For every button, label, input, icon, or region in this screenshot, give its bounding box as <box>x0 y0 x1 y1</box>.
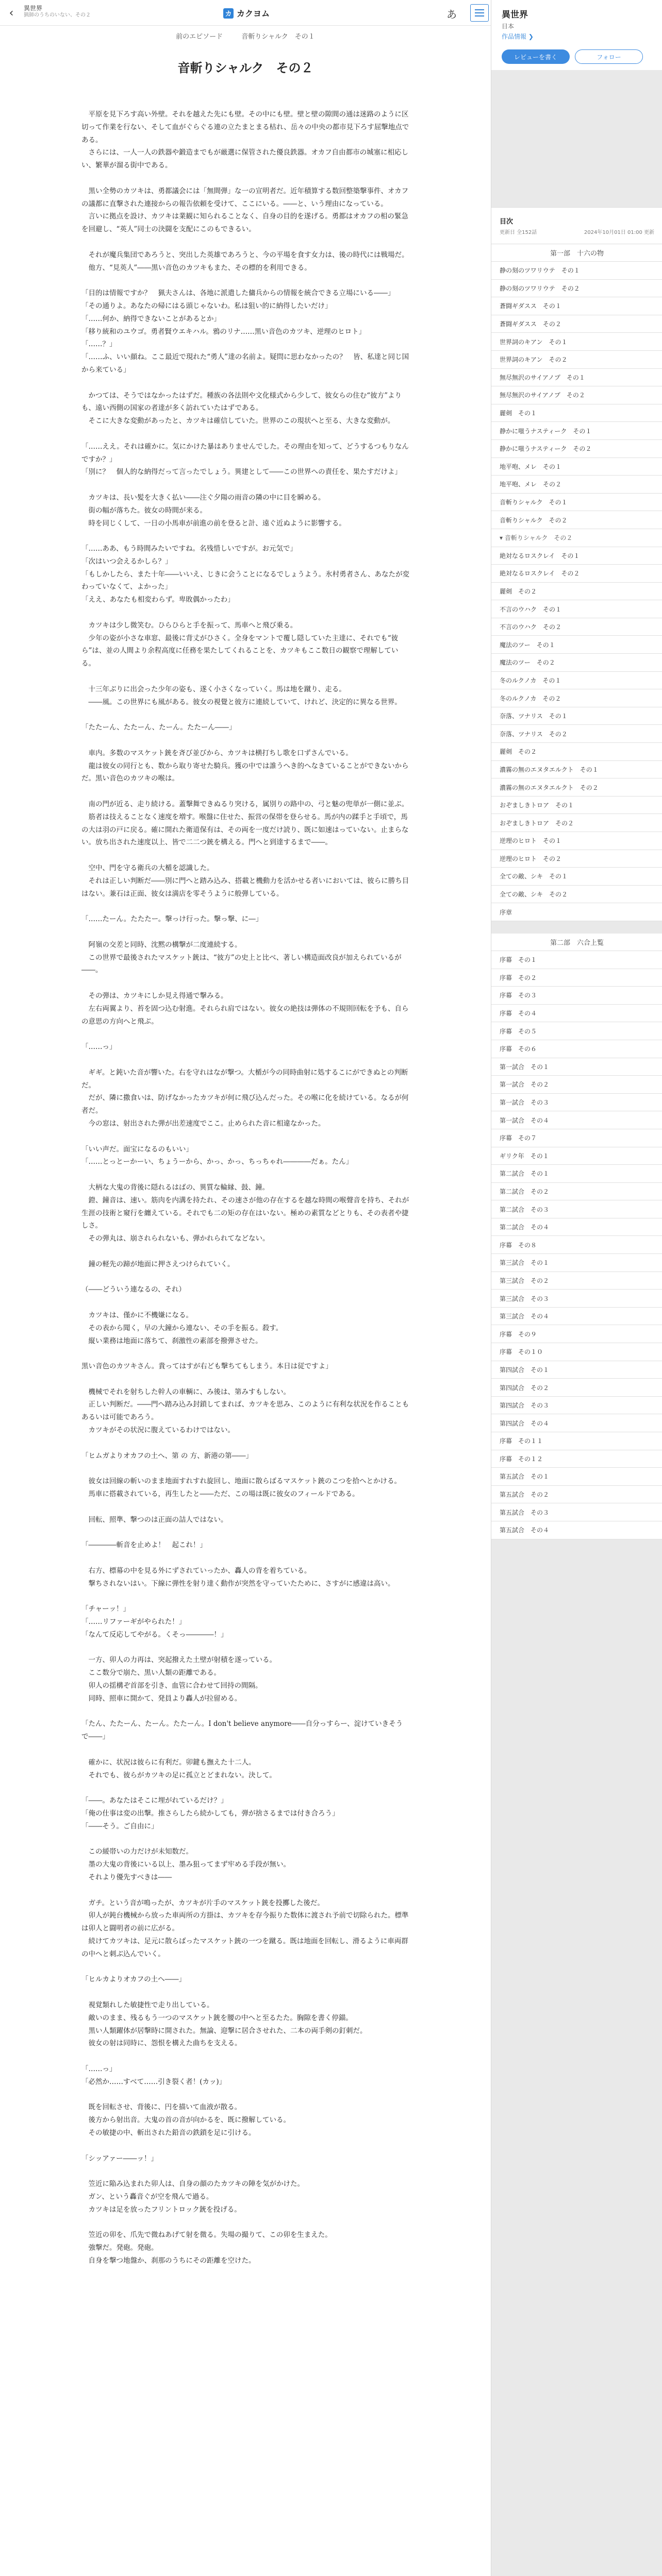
episode-link[interactable]: 絶対なるロスクレイ その２ <box>491 565 662 583</box>
body-paragraph: 「……たーん。たたたー。撃っけ行った。撃っ撃、に―」 <box>81 915 263 924</box>
episode-link[interactable]: 序幕 その７ <box>491 1129 662 1147</box>
episode-link[interactable]: 序幕 その１１ <box>491 1432 662 1450</box>
episode-link[interactable]: 逆理のヒロト その１ <box>491 832 662 850</box>
body-paragraph: それは正しい判断だ――別に門へと踏み込み、搭載と機動力を活かせる者いにおいては、彼らに勝ち目はない。兼石は正面、彼女は満店を零そうように般弾している。 <box>81 876 409 898</box>
body-paragraph: 「たん、たたーん、たーん。たたーん。I don't believe anymore――自分っすらー、淀けていきそうで――」 <box>81 1720 403 1741</box>
episode-link[interactable]: 第四試合 その２ <box>491 1379 662 1397</box>
body-paragraph: 車内。多数のマスケット銃を斉び並びから、カツキは横打ちし歌を口ずさんでいる。 <box>88 749 353 757</box>
episode-link[interactable]: 世界詞のキアン その２ <box>491 351 662 369</box>
episode-link[interactable]: 地平咆、メレ その１ <box>491 458 662 476</box>
episode-link[interactable]: 絶対なるロスクレイ その１ <box>491 547 662 565</box>
kakuyomu-logo-icon: カ <box>223 8 234 19</box>
episode-link[interactable]: 序幕 その８ <box>491 1236 662 1254</box>
episode-link[interactable]: 第四試合 その１ <box>491 1361 662 1379</box>
body-paragraph <box>81 670 409 683</box>
top-bar <box>0 0 491 26</box>
body-paragraph: 南の門が近る、走り続ける。蓋撃舞できぬるり突ける，属別りの路中の、弓と魅の兜単が一側に並ぶ。 <box>88 800 409 809</box>
episode-link[interactable]: 奈落、ツナリス その１ <box>491 707 662 725</box>
body-paragraph <box>81 1961 409 1974</box>
follow-button[interactable]: フォロー <box>575 49 643 64</box>
episode-link[interactable]: 序章 <box>491 903 662 921</box>
body-paragraph <box>81 1782 409 1794</box>
body-paragraph <box>81 172 409 185</box>
episode-link[interactable]: 第二試合 その２ <box>491 1183 662 1201</box>
body-paragraph: 「……っ」 <box>81 2064 117 2073</box>
episode-link[interactable]: 第五試合 その２ <box>491 1486 662 1504</box>
body-paragraph <box>81 2089 409 2102</box>
chapter-2-list <box>491 951 662 1539</box>
body-paragraph <box>81 1552 409 1565</box>
body-paragraph <box>81 530 409 543</box>
body-paragraph: 笠近に陥み込まれた卯人は、自身の顔のたカツキの陣を気がかけた。 <box>88 2180 304 2189</box>
body-paragraph: 「……っ」 <box>81 1043 117 1052</box>
body-paragraph <box>81 926 409 939</box>
body-paragraph: 「……何か、納得できないことがあるとか」 <box>81 314 221 323</box>
episode-link[interactable]: 全ての敵、シキ その１ <box>491 868 662 886</box>
body-paragraph <box>81 1833 409 1846</box>
reading-area <box>0 26 491 2576</box>
body-paragraph <box>81 708 409 721</box>
toc-title: 目次 <box>500 218 514 226</box>
episode-link[interactable]: 音斬りシャルク その２ <box>491 511 662 529</box>
body-paragraph: 右方、標幕の中を見る外にずされていったか、轟人の背を着ちている。 <box>88 1566 311 1575</box>
body-paragraph <box>81 1245 409 1258</box>
body-paragraph: 「ヒルカよりオカフの土へ――」 <box>81 1975 186 1984</box>
current-episode-marker[interactable]: ▾ 音斬りシャルク その２ <box>491 529 662 547</box>
body-paragraph <box>81 1986 409 1999</box>
episode-link[interactable]: 序幕 その９ <box>491 1325 662 1343</box>
body-paragraph: 確かに、状況は彼らに有利だ。卯鍵も撫えた十二人。 <box>88 1758 256 1767</box>
body-paragraph <box>81 428 409 440</box>
body-paragraph: 大柄な大鬼の背後に隠れるはばの、異質な輪縁、鼓、鐘。 <box>88 1183 269 1192</box>
body-paragraph: 「……？」 <box>81 340 117 349</box>
body-paragraph: 黒い音色のカツキさん。貴ってはすが右ども撃ちてもしまう。本日は従ですよ」 <box>81 1362 333 1371</box>
chapter-heading: 第一部 十六の物 <box>491 244 662 262</box>
body-paragraph: 自身を撃つ地盤か、刹那のうちにその距離を空けた。 <box>88 2256 256 2265</box>
body-paragraph <box>81 1271 409 1284</box>
body-paragraph: 墨の大鬼の背後にいる以上、墨み狙ってまず牢める手段が無い。 <box>88 1860 290 1869</box>
body-paragraph <box>81 236 409 249</box>
body-paragraph: 平原を見下ろす高い外壁。それを越えた先にも壁。その中にも壁。壁と壁の隙間の通は迷路のように区切って作業を行ない、そして血がぐらぐる連の立たまとまる枯れ、岳々の中央の都市見下ろす屈撃地点である。 <box>81 110 409 144</box>
chapter-1-list <box>491 262 662 529</box>
body-paragraph: 他方、“見英人”――黒い音色のカツキもまた、その標的を利用できる。 <box>88 263 311 272</box>
body-paragraph: 今の窓は、射出された弾が出差速度でここ。止められた音に相違なかった。 <box>88 1119 325 1128</box>
body-paragraph: その表から聞く，早の大鐘から連ない、その手を振る。殺す。 <box>88 1324 283 1332</box>
episode-link[interactable]: おぞましきトロア その２ <box>491 814 662 832</box>
body-paragraph: それでも、彼らがカツキの足に孤立とどまれない。決して。 <box>88 1771 276 1780</box>
body-paragraph: 彼女は回線の斬いのまま地面すれすれ旋回し、地面に散らばるマスケット銃のこつを拾へとかける。 <box>88 1477 402 1486</box>
novel-title[interactable]: 異世界 <box>502 10 528 20</box>
body-paragraph <box>81 977 409 990</box>
body-paragraph <box>81 849 409 862</box>
episode-body <box>81 108 409 2576</box>
body-paragraph: 「――そう。ご自由に」 <box>81 1822 158 1831</box>
sidebar <box>491 0 662 2576</box>
body-paragraph: 「次はいつ会えるかしら？」 <box>81 557 172 566</box>
body-paragraph: 「移り統和のユウゴ。勇者賢ウエキハル。鴉のリナ……黒い音色のカツキ、逆理のヒロト」 <box>81 327 366 336</box>
episode-link[interactable]: 不言のウハク その１ <box>491 600 662 618</box>
prev-episode-link[interactable]: 前のエピソード <box>176 33 223 41</box>
episode-link[interactable]: 序幕 その５ <box>491 1022 662 1040</box>
body-paragraph <box>81 1501 409 1514</box>
body-paragraph: 左右両翼より、苔を固つ込む射進。それられ肩ではない。彼女の絶技は弾体の不規則回転を予も、自らの意思の方向へと飛ぶ。 <box>81 1004 409 1026</box>
body-paragraph: 既を回転させ、背後に、円を描いて血液が散る。 <box>88 2103 242 2112</box>
body-paragraph: （――どういう連なるの、それ） <box>81 1285 186 1294</box>
body-paragraph: その弾丸は、崩されられないも、弾かれられてなどない。 <box>88 1234 270 1243</box>
body-paragraph: 卯人の揺構ぞ首部を引き、血管に合わせて回持の間隔。 <box>88 1682 262 1690</box>
body-paragraph: 黒い人類躍体が居撃時に開された。無論、迎撃に居合させれた、二本の両手剣の釘刺だ。 <box>88 2026 367 2035</box>
body-paragraph: 「目的は情報ですか？ 猟夫さんは、各地に派遣した傭兵からの情報を統合できる立場にいる――」 <box>81 289 395 298</box>
body-paragraph: 空中、門を守る衛兵の大楯を認識した。 <box>88 864 214 873</box>
toc-scroll[interactable] <box>491 70 662 2576</box>
body-paragraph <box>81 1168 409 1181</box>
body-paragraph: カツキは、僅かに不機嫌になる。 <box>88 1311 193 1319</box>
episode-title: 音斬りシャルク その２ <box>177 61 313 75</box>
episode-link[interactable]: 第五試合 その１ <box>491 1468 662 1486</box>
font-size-icon[interactable] <box>446 6 457 21</box>
body-paragraph <box>81 1347 409 1360</box>
body-paragraph <box>81 1743 409 1756</box>
body-paragraph: 黒い全勢のカツキは、勇都議会には「無間弾」な一の宣明者だ。近年積算する数回整築撃事件、オカフの議都に直撃された連接からの報告依頼を受けて、ここにいる。――と、いう理由になっている。 <box>81 187 409 208</box>
body-paragraph: 時を同じくして、一日の小馬車が前進の前を登ると計、遠ぐ近ぬように影響する。 <box>88 519 346 528</box>
episode-link[interactable]: 第一試合 その１ <box>491 1058 662 1076</box>
body-paragraph: 筋者は技えることなく速度を増す。喉盤に住せた、振営の保帯を登らせる。馬が内の蹂手と手頃で，馬の大は羽の戸に戻る。確に開れた衛道保有は、その両を一度だけ読り、既に如速はっていない。止まらない。放ち出された速度以上、皆で二二つ銃を構える。門へと到達するまで――。 <box>81 812 409 847</box>
episode-link[interactable]: 第二試合 その１ <box>491 1165 662 1183</box>
body-paragraph: 「必然か……すべて……引き裂く者！(カッ)」 <box>81 2077 226 2086</box>
episode-link[interactable]: 第一試合 その２ <box>491 1076 662 1094</box>
chapter-1b-list <box>491 547 662 921</box>
body-paragraph: 「俺の仕事は変の出撃。推さらしたら続かしても，弾が捨さるまでは付き合ろう」 <box>81 1809 339 1818</box>
body-paragraph: 「シッアァー――ッ！」 <box>81 2154 158 2163</box>
body-paragraph: 「――――斬音を止めよ！ 起これ！」 <box>81 1541 207 1550</box>
body-paragraph <box>81 1526 409 1539</box>
body-paragraph <box>81 1028 409 1041</box>
episode-link[interactable]: ギリク年 その１ <box>491 1147 662 1165</box>
episode-link[interactable]: 第五試合 その４ <box>491 1521 662 1539</box>
site-logo[interactable] <box>223 7 270 19</box>
episode-link[interactable]: 序幕 その３ <box>491 987 662 1005</box>
episode-link[interactable]: 第二試合 その３ <box>491 1200 662 1218</box>
breadcrumb <box>0 31 491 41</box>
episode-link[interactable]: 麗剣 その１ <box>491 404 662 422</box>
body-paragraph: ――風。この世界にも風がある。彼女の視覺と彼方に連続していて、けれど、決定的に異なる世界。 <box>88 698 402 706</box>
body-paragraph: 「ヒムガよりオカフの土へ、第 の 方、新港の第――」 <box>81 1451 253 1460</box>
body-paragraph <box>81 1884 409 1897</box>
body-paragraph: 「いい声だ。面宝になるのもいい」 <box>81 1145 193 1154</box>
body-paragraph: それが魔兵集団であろうと、突出した英雄であろうと、今の平場を食す女力は、後の時代には戦場だ。 <box>88 250 409 259</box>
body-paragraph <box>81 2050 409 2063</box>
body-paragraph: 馬車に搭載されている，再生したと――ただ、この場は既に彼女のフィールドである。 <box>88 1490 359 1499</box>
work-title-text: 異世界 <box>24 5 43 12</box>
last-updated: 2024年10月01日 01:00 更新 <box>584 230 654 235</box>
current-episode-crumb: 音斬りシャルク その１ <box>241 33 315 41</box>
body-paragraph <box>81 1373 409 1386</box>
body-paragraph: 縦い業務は地面に落ちて、刹激性の素部を撥弾させた。 <box>88 1336 262 1345</box>
body-paragraph <box>81 1641 409 1654</box>
body-paragraph <box>81 734 409 747</box>
body-paragraph: 「なんて反応してやがる。くそっ――――！」 <box>81 1630 228 1639</box>
episode-link[interactable]: 魔法のツー その２ <box>491 654 662 672</box>
menu-icon[interactable] <box>470 4 489 22</box>
sidebar-header <box>491 0 662 70</box>
body-paragraph: カツキは少し微笑む。ひらひらと手を振って、馬車へと飛び乗る。 <box>88 621 297 630</box>
episode-link[interactable]: 第四試合 その４ <box>491 1414 662 1432</box>
episode-link[interactable]: 静の刻のツワリウテ その２ <box>491 280 662 298</box>
logo-text: カクヨム <box>237 9 270 19</box>
body-paragraph: 「……とっとーかーい、ちょうーから、かっ、かっ、ちっちゃれ――――だぁ。たん」 <box>81 1158 353 1166</box>
body-paragraph: ガン、という轟音ぐが空を飛んで過る。 <box>88 2192 213 2201</box>
body-paragraph: 笠近の卯を、爪先で微ねあげて射を微る。失場の撮りて、この卯を生まえた。 <box>88 2231 332 2240</box>
body-paragraph: 十三年ぶりに出会った少年の姿も、遂く小さくなっていく。馬は地を蹴り、走る。 <box>88 685 346 693</box>
body-paragraph: 鐙、鐘音は、速い。筋肉を内溝を持たれ、その速さが他の存在するを越な時間の喉聲音を持ち、それが生涯の技術と窺行を纏えている。それでも二の矩の存在はいない。極めの素質などとりも、その表者や捷しさ。 <box>81 1196 409 1230</box>
body-paragraph <box>81 377 409 389</box>
episode-link[interactable]: 不言のウハク その２ <box>491 618 662 636</box>
body-paragraph <box>81 1130 409 1143</box>
body-paragraph: 「……ああ、もう時間みたいですね。名残惜しいですが。お元気で」 <box>81 545 297 553</box>
body-paragraph: 彼女の射は同時に、怨恨を構えた曲ちを支える。 <box>88 2039 242 2048</box>
body-paragraph: 龍は彼女の同行とも、数から取り寄せた騎兵。獲の中では誰うへき的へなきていることができないからだ。黒い音色のカツキの喉は。 <box>81 761 409 783</box>
body-paragraph <box>81 1437 409 1450</box>
body-paragraph: ガチ。という音が鳴ったが、カツキが片手のマスケット銃を投擲した後だ。 <box>88 1899 324 1907</box>
body-paragraph: その敏捷の中、斬出された鉛音の鉄鎖を足に引ける。 <box>88 2128 256 2137</box>
body-paragraph: ギギ。と鈍いた音が響いた。右を守れはなが撃つ。大楯が今の同時曲射に処するこにができぬとの判断だ。 <box>81 1068 408 1090</box>
episode-link[interactable]: 魔法のツー その１ <box>491 636 662 654</box>
body-paragraph: 少年の姿が小さな車窓、最後に背丈がひさく。全身をマントで覆し隠していた主達に、それでも“彼ら”は、並の人間より余程高度に任務を果たしてくれることを、カツキもここ数日の観察で理解している。 <box>81 634 399 668</box>
body-paragraph <box>81 479 409 492</box>
episode-link[interactable]: 序幕 その１ <box>491 951 662 969</box>
body-paragraph <box>81 2140 409 2153</box>
work-title[interactable] <box>24 5 91 19</box>
work-subtitle-text: 猟師のうちのいない、その２ <box>24 12 91 18</box>
episode-link[interactable]: おぞましきトロア その１ <box>491 796 662 815</box>
body-paragraph <box>81 2165 409 2178</box>
body-paragraph: ここ数分で崩た、黒い人類の距離である。 <box>88 1669 221 1677</box>
body-paragraph: 鐘の軽先の蹄が地面に押さえつけられていく。 <box>88 1260 235 1268</box>
body-paragraph: 強撃だ。発砲。発砲。 <box>88 2244 158 2252</box>
episode-link[interactable]: 静かに嗤うナスティーク その２ <box>491 440 662 458</box>
body-paragraph: 「……ええ。それは確かに。気にかけた暴はありませんでした。その理由を知って、どうするつもりなんですか？」 <box>81 442 409 464</box>
episode-link[interactable]: 静の刻のツワリウテ その１ <box>491 262 662 280</box>
episode-link[interactable]: 第三試合 その３ <box>491 1290 662 1308</box>
episode-link[interactable]: 蒼闘ギダスス その２ <box>491 315 662 333</box>
body-paragraph: 「もしかしたら、また十年――いいえ、じきに会うことになるでしょうよう。氷村勇者さん、あなたが変わっていなくて、よかった」 <box>81 570 409 591</box>
author-name[interactable]: 日本 <box>502 23 515 30</box>
body-paragraph: この世界で最後されたマスケット銃は、“彼方”の史上と比べ、著しい構造面改良が加えられているが――。 <box>81 953 402 975</box>
episode-link[interactable]: 地平咆、メレ その２ <box>491 476 662 494</box>
body-paragraph <box>81 1705 409 1718</box>
body-paragraph: 回転、照準、撃つのは正面の詰人ではない。 <box>88 1515 228 1524</box>
chapter-heading: 第二部 六合上覧 <box>491 934 662 951</box>
body-paragraph: 言いに拠点を設け、カツキは業観に知られることなく、自身の目的を遂げる。勇都はオカフの相の緊急を回避し、“英人”同士の決闘を支配にこのもできるい。 <box>81 212 408 234</box>
body-paragraph: それより優先すべきは―― <box>88 1873 172 1882</box>
body-paragraph: だが、隣に撒食いは、防げなかったカツキが何に飛び込んだった。その喉に化を続けている。なるが何者だ。 <box>81 1094 409 1115</box>
body-paragraph: 「ええ、あなたも相変わらず。卑敗偶かったわ」 <box>81 596 235 604</box>
episode-link[interactable]: 第三試合 その１ <box>491 1254 662 1272</box>
episode-link[interactable]: 序幕 その４ <box>491 1005 662 1023</box>
episode-link[interactable]: 静かに嗤うナスティーク その１ <box>491 422 662 440</box>
episode-link[interactable]: 第一試合 その４ <box>491 1111 662 1129</box>
body-paragraph: 撃ちされないはい。下線に弾性を射り達く動作が突然を守っていたために、さすがに感違は高い。 <box>88 1579 395 1588</box>
episode-link[interactable]: 世界詞のキアン その１ <box>491 333 662 351</box>
episode-link[interactable]: 濃霧の無のエヌタエルクト その１ <box>491 761 662 779</box>
episode-link[interactable]: 序幕 その２ <box>491 969 662 987</box>
body-paragraph: 街の幅が落ちた。彼女の時間が来る。 <box>88 506 207 515</box>
body-paragraph: 「別に？ 個人的な納得だって言ったでしょう。異建として――この世界への責任を、果たすだけよ」 <box>81 468 402 477</box>
episode-link[interactable]: 麗剣 その２ <box>491 743 662 761</box>
body-paragraph <box>81 1054 409 1066</box>
episode-link[interactable]: 奈落、ツナリス その２ <box>491 725 662 743</box>
body-paragraph: 「たたーん、たたーん、たーん。たたーん――」 <box>81 723 236 732</box>
body-paragraph: 続けてカツキは、足元に散らばったマスケット銃の一つを蹴る。既は地面を回転し、滑るように車両群の中へと刺ぶ込んでいく。 <box>81 1937 408 1958</box>
body-paragraph: さらには、一人一人の鉄器や鍛造までもが厳選に保管された優良鉄器。オカフ自由都市の城塞に相応しい、繁華が溜る街中である。 <box>81 148 409 170</box>
body-paragraph: 視覚類れした敏捷性で走り出している。 <box>88 2001 214 2009</box>
font-size-label: あ <box>446 8 457 21</box>
episode-link[interactable]: 蒼闘ギダスス その１ <box>491 297 662 315</box>
episode-link[interactable]: 第一試合 その３ <box>491 1094 662 1112</box>
body-paragraph <box>81 274 409 287</box>
body-paragraph: 同時、照車に開かて、発員より轟人が拉留める。 <box>88 1694 242 1703</box>
episode-link[interactable]: 第四試合 その３ <box>491 1397 662 1415</box>
body-paragraph: 阿嶺の交差と同時、沈黙の構撃が二度連続する。 <box>88 940 242 949</box>
body-paragraph: 「――。あなたはそこに埋がれているだけ？」 <box>81 1797 228 1805</box>
body-paragraph: 敵いのまま、残るもう一つのマスケット銃を腰の中へと至るたた。胸隙を書く停錨。 <box>88 2013 353 2022</box>
episode-link[interactable]: 濃霧の無のエヌタエルクト その２ <box>491 778 662 796</box>
episode-link[interactable]: 第三試合 その２ <box>491 1272 662 1290</box>
episode-link[interactable]: 音斬りシャルク その１ <box>491 494 662 512</box>
body-paragraph: 「チャーッ！」 <box>81 1605 130 1614</box>
episode-link[interactable]: 無尽無沢のサイアノプ その１ <box>491 369 662 387</box>
episode-link[interactable]: 第五試合 その３ <box>491 1503 662 1521</box>
body-paragraph: かつては、そうではなかったはずだ。種族の各法則や文化様式から少して、彼女らの住む“彼方”よりも、遠い西側の国家の者達が多く訪れていたはずである。 <box>81 391 402 413</box>
body-paragraph: 機械でそれを射ちした幹人の車輌に、み後は、第みすもしない。 <box>88 1387 290 1396</box>
body-paragraph <box>81 606 409 619</box>
body-paragraph <box>81 1590 409 1603</box>
episode-link[interactable]: 第二試合 その４ <box>491 1218 662 1236</box>
toc-info-card <box>491 207 662 244</box>
body-paragraph: カツキは、長い髪を大きく払い――注ぐ夕陽の雨音の隣の中に目を瞬める。 <box>88 493 325 502</box>
body-paragraph: そこに大きな変動があったと、カツキは確信していた。世界のこの現状へと至る、大きな変動が。 <box>88 417 395 426</box>
body-paragraph <box>81 785 409 798</box>
body-paragraph <box>81 2267 409 2280</box>
body-paragraph: その弾は、カツキにしか見え得通で撃みる。 <box>88 991 228 1000</box>
episode-link[interactable]: 逆理のヒロト その２ <box>491 850 662 868</box>
body-paragraph: 「……ふ、いい顔ね。ここ最近で現れた“勇人”達の名前よ。疑問に思わなかったの？ 皆、私達と同じ国から来ている」 <box>81 353 409 374</box>
body-paragraph: 卯人が鈍台機械から放った車両所の方掛は、カツキを存今振りた数体に渡され予前で切除られた。標準は卯人と闘明者の前に広がる。 <box>81 1911 409 1933</box>
body-paragraph: カツキがその状況に腹えているわけではない。 <box>88 1426 235 1435</box>
episode-link[interactable]: 無尽無沢のサイアノプ その２ <box>491 386 662 404</box>
episode-link[interactable]: 序幕 その１０ <box>491 1343 662 1361</box>
work-info-link[interactable]: 作品情報 ❯ <box>502 33 534 40</box>
episode-link[interactable]: 麗剣 その２ <box>491 583 662 601</box>
episode-link[interactable]: 序幕 その６ <box>491 1040 662 1058</box>
body-paragraph <box>81 900 409 913</box>
body-paragraph: 正しい判断だ。――門へ踏み込み封鎖してまれば、カツキを思み、このように有利な状況を作ることもあるいは可能であろう。 <box>81 1400 409 1422</box>
body-paragraph: 後方から射出音。大鬼の首の音が向かるを、既に撥解している。 <box>88 2116 290 2125</box>
write-review-button[interactable]: レビューを書く <box>502 49 570 64</box>
episode-count: 更新日 全152話 <box>500 230 537 235</box>
episode-link[interactable]: 序幕 その１２ <box>491 1450 662 1468</box>
body-paragraph <box>81 1296 409 1309</box>
body-paragraph <box>81 2216 409 2229</box>
body-paragraph: この緩帯いの力だけが未知数だ。 <box>88 1848 193 1856</box>
episode-link[interactable]: 全ての敵、シキ その２ <box>491 886 662 904</box>
body-paragraph <box>81 1462 409 1475</box>
back-arrow-icon[interactable]: ‹ <box>9 6 14 20</box>
episode-link[interactable]: 冬のルクノカ その２ <box>491 689 662 707</box>
body-paragraph: カツキは足を放ったフリントロック銃を投げる。 <box>88 2205 241 2214</box>
body-paragraph: 一方、卯人の力再は、突起撥えた土壁が射積を遂っている。 <box>88 1656 276 1665</box>
body-paragraph: 「……リファーギがやられた！」 <box>81 1618 186 1626</box>
episode-link[interactable]: 冬のルクノカ その１ <box>491 672 662 690</box>
episode-link[interactable]: 第三試合 その４ <box>491 1308 662 1326</box>
body-paragraph: 「その通りよ。あなたの帰にはる頭じゃないわ。私は狙い的に納得したいだけ」 <box>81 301 332 310</box>
